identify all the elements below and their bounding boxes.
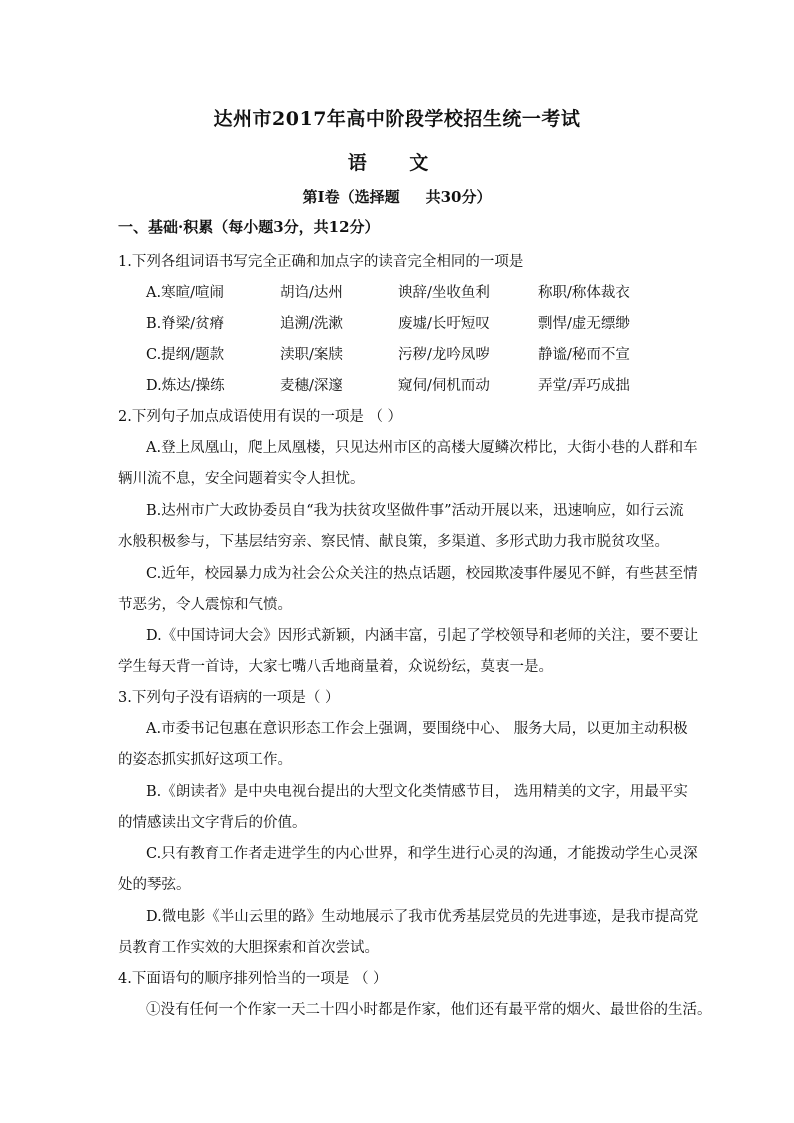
q2-option-c: C.近年，校园暴力成为社会公众关注的热点话题，校园欺凌事件屡见不鲜，有些甚至情 (146, 566, 698, 582)
q1-option-d-1: D.炼达/操练 (146, 378, 225, 394)
q3-option-d-cont: 员教育工作实效的大胆探索和首次尝试。 (118, 940, 379, 956)
q1-option-a-3: 谀辞/坐收鱼利 (398, 285, 490, 301)
q4-sentence-1: ①没有任何一个作家一天二十四小时都是作家，他们还有最平常的烟火、最世俗的生活。 (146, 1002, 712, 1018)
q1-option-b-2: 追溯/洗漱 (280, 316, 343, 332)
q1-option-b-1: B.脊梁/贫瘠 (146, 316, 225, 332)
q1-option-d-4: 弄堂/弄巧成拙 (538, 378, 630, 394)
q1-option-c-4: 静谧/秘而不宣 (538, 347, 630, 363)
question-1-stem: 1.下列各组词语书写完全正确和加点字的读音完全相同的一项是 (118, 254, 524, 270)
question-4-stem: 4.下面语句的顺序排列恰当的一项是 （ ） (118, 971, 388, 987)
question-2-stem: 2.下列句子加点成语使用有误的一项是 （ ） (118, 409, 403, 425)
q1-option-c-2: 渎职/案牍 (280, 347, 343, 363)
q3-option-a: A.市委书记包惠在意识形态工作会上强调，要围绕中心、 服务大局，以更加主动积极 (146, 721, 688, 737)
q1-option-d-3: 窥伺/伺机而动 (398, 378, 490, 394)
q1-option-c-1: C.提纲/题款 (146, 347, 225, 363)
q1-option-a-1: A.寒暄/喧闹 (146, 285, 224, 301)
q1-option-d-2: 麦穗/深邃 (280, 378, 343, 394)
q1-option-a-2: 胡诌/达州 (280, 285, 343, 301)
part-heading (0, 186, 794, 207)
part-score: 共30分） (425, 188, 492, 206)
exam-title: 达州市2017年高中阶段学校招生统一考试 (213, 108, 581, 130)
section-heading: 一、基础·积累（每小题3分，共12分） (118, 218, 380, 236)
q1-option-a-4: 称职/称体裁衣 (538, 285, 630, 301)
q3-option-a-cont: 的姿态抓实抓好这项工作。 (118, 752, 292, 768)
q2-option-c-cont: 节恶劣，令人震惊和气愤。 (118, 597, 292, 613)
q1-option-b-3: 废墟/长吁短叹 (398, 316, 490, 332)
question-3-stem: 3.下列句子没有语病的一项是（ ） (118, 690, 340, 706)
q3-option-c-cont: 处的琴弦。 (118, 877, 191, 893)
q2-option-a: A.登上凤凰山，爬上凤凰楼，只见达州市区的高楼大厦鳞次栉比，大街小巷的人群和车 (146, 440, 698, 456)
subject-title: 语 文 (347, 152, 447, 174)
q3-option-c: C.只有教育工作者走进学生的内心世界，和学生进行心灵的沟通，才能拨动学生心灵深 (146, 846, 698, 862)
q2-option-b: B.达州市广大政协委员自“我为扶贫攻坚做件事”活动开展以来，迅速响应，如行云流 (146, 503, 684, 519)
q2-option-d: D.《中国诗词大会》因形式新颖，内涵丰富，引起了学校领导和老师的关注，要不要让 (146, 628, 699, 644)
q2-option-a-cont: 辆川流不息，安全问题着实令人担忧。 (118, 471, 365, 487)
part-label: 第Ⅰ卷（选择题 (302, 188, 400, 206)
q3-option-b: B.《朗读者》是中央电视台提出的大型文化类情感节目， 选用精美的文字，用最平实 (146, 784, 688, 800)
q3-option-d: D.微电影《半山云里的路》生动地展示了我市优秀基层党员的先进事迹，是我市提高党 (146, 909, 699, 925)
q1-option-c-3: 污秽/龙吟凤哕 (398, 347, 490, 363)
q3-option-b-cont: 的情感读出文字背后的价值。 (118, 815, 307, 831)
q2-option-d-cont: 学生每天背一首诗，大家七嘴八舌地商量着，众说纷纭，莫衷一是。 (118, 659, 553, 675)
q1-option-b-4: 剽悍/虚无缥缈 (538, 316, 630, 332)
q2-option-b-cont: 水般积极参与，下基层结穷亲、察民情、献良策，多渠道、多形式助力我市脱贫攻坚。 (118, 534, 669, 550)
